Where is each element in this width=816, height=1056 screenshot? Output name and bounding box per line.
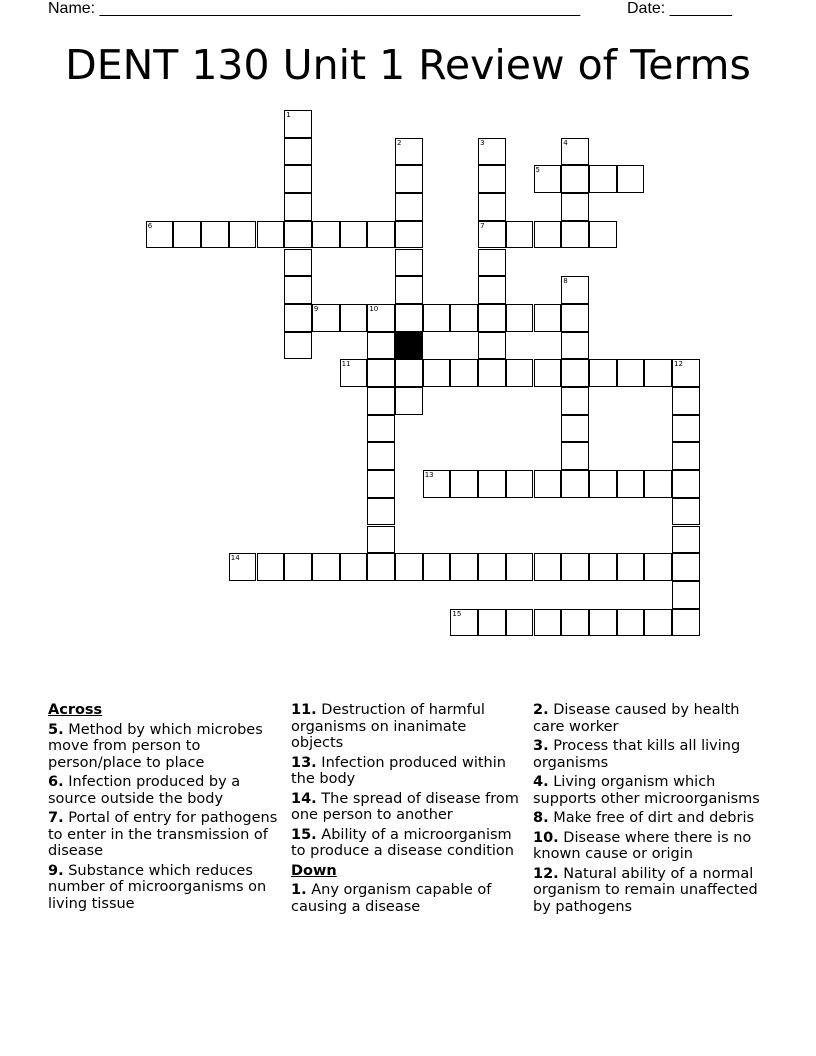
crossword-cell[interactable] (617, 553, 645, 581)
crossword-cell[interactable] (672, 498, 700, 526)
crossword-cell[interactable] (367, 470, 395, 498)
clue-number: 4. (533, 774, 549, 790)
crossword-cell[interactable] (312, 553, 340, 581)
crossword-cell[interactable] (478, 193, 506, 221)
crossword-cell[interactable] (173, 221, 201, 249)
crossword-cell[interactable] (589, 609, 617, 637)
crossword-cell[interactable] (395, 221, 423, 249)
crossword-cell[interactable] (561, 138, 589, 166)
crossword-cell[interactable] (561, 609, 589, 637)
crossword-cell[interactable] (506, 609, 534, 637)
clue-down-12 (533, 866, 773, 916)
clue-across-5 (48, 722, 280, 772)
crossword-cell[interactable] (284, 138, 312, 166)
crossword-cell[interactable] (534, 609, 562, 637)
crossword-cell[interactable] (589, 165, 617, 193)
crossword-cell[interactable] (478, 221, 506, 249)
clue-text: Infection produced within the body (291, 754, 506, 787)
cell-number: 11 (341, 360, 351, 369)
crossword-cell[interactable] (506, 553, 534, 581)
clue-down-2 (533, 702, 773, 735)
crossword-cell[interactable] (229, 221, 257, 249)
crossword-cell[interactable] (340, 359, 368, 387)
clue-across-14 (291, 791, 521, 824)
date-field[interactable]: Date: _______ (627, 0, 732, 17)
clue-down-4 (533, 774, 773, 807)
clue-text: Make free of dirt and debris (553, 810, 755, 826)
crossword-cell[interactable] (367, 553, 395, 581)
cell-number: 3 (480, 138, 485, 147)
header (48, 0, 768, 20)
clue-number: 3. (533, 738, 549, 754)
crossword-cell[interactable] (478, 249, 506, 277)
crossword-cell[interactable] (506, 470, 534, 498)
clue-text: Destruction of harmful organisms on inanimate objects (291, 702, 485, 751)
clue-number: 11. (291, 702, 317, 718)
crossword-cell[interactable] (284, 553, 312, 581)
clue-text: The spread of disease from one person to another (291, 790, 519, 823)
clue-number: 13. (291, 754, 317, 771)
crossword-cell[interactable] (644, 359, 672, 387)
crossword-cell[interactable] (478, 609, 506, 637)
crossword-cell[interactable] (561, 415, 589, 443)
crossword-cell[interactable] (617, 470, 645, 498)
cell-number: 4 (563, 138, 568, 147)
clues-column-3 (533, 702, 773, 918)
crossword-cell[interactable] (561, 221, 589, 249)
crossword-cell[interactable] (672, 553, 700, 581)
crossword-cell[interactable] (617, 359, 645, 387)
crossword-cell[interactable] (284, 221, 312, 249)
crossword-cell[interactable] (534, 165, 562, 193)
crossword-cell[interactable] (450, 304, 478, 332)
clue-down-10 (533, 830, 773, 863)
clue-text: Portal of entry for pathogens to enter in the transmission of disease (48, 810, 278, 859)
crossword-cell[interactable] (367, 304, 395, 332)
crossword-cell[interactable] (367, 526, 395, 554)
crossword-cell[interactable] (367, 332, 395, 360)
crossword-cell[interactable] (561, 304, 589, 332)
crossword-cell[interactable] (534, 553, 562, 581)
crossword-cell[interactable] (284, 165, 312, 193)
crossword-cell[interactable] (395, 138, 423, 166)
crossword-cell[interactable] (395, 304, 423, 332)
crossword-cell[interactable] (589, 470, 617, 498)
crossword-cell[interactable] (534, 359, 562, 387)
crossword-cell[interactable] (672, 387, 700, 415)
across-heading: Across (48, 702, 103, 718)
clue-number: 12. (533, 865, 559, 882)
clue-across-11 (291, 702, 521, 752)
crossword-cell[interactable] (395, 387, 423, 415)
down-heading: Down (291, 862, 337, 879)
crossword-cell[interactable] (589, 359, 617, 387)
clue-down-3 (533, 738, 773, 771)
crossword-cell[interactable] (367, 442, 395, 470)
clue-number: 8. (533, 810, 549, 826)
cell-number: 9 (313, 304, 319, 313)
crossword-cell[interactable] (561, 332, 589, 360)
cell-number: 6 (147, 221, 153, 230)
crossword-cell[interactable] (284, 332, 312, 360)
clue-number: 2. (533, 702, 549, 718)
crossword-cell[interactable] (146, 221, 174, 249)
clue-text: Natural ability of a normal organism to remain unaffected by pathogens (533, 865, 758, 915)
crossword-cell[interactable] (395, 193, 423, 221)
cell-number: 10 (369, 304, 379, 313)
crossword-cell[interactable] (478, 359, 506, 387)
crossword-cell[interactable] (340, 221, 368, 249)
crossword-cell[interactable] (312, 221, 340, 249)
crossword-cell[interactable] (478, 276, 506, 304)
crossword-cell[interactable] (395, 553, 423, 581)
crossword-block (395, 332, 423, 360)
crossword-cell[interactable] (367, 359, 395, 387)
clue-across-6 (48, 774, 280, 807)
clue-number: 1. (291, 882, 307, 898)
clues-column-1 (48, 702, 280, 915)
clues-column-2 (291, 702, 521, 918)
crossword-cell[interactable] (644, 553, 672, 581)
clue-text: Process that kills all living organisms (533, 738, 741, 771)
crossword-cell[interactable] (534, 221, 562, 249)
crossword-cell[interactable] (478, 138, 506, 166)
crossword-cell[interactable] (284, 193, 312, 221)
crossword-cell[interactable] (506, 359, 534, 387)
clue-number: 15. (291, 826, 317, 843)
crossword-cell[interactable] (257, 221, 285, 249)
clue-down-1 (291, 882, 521, 915)
crossword-cell[interactable] (450, 553, 478, 581)
crossword-cell[interactable] (561, 165, 589, 193)
crossword-cell[interactable] (478, 553, 506, 581)
clue-number: 5. (48, 721, 64, 738)
crossword-cell[interactable] (423, 553, 451, 581)
clue-across-15 (291, 827, 521, 860)
clue-across-13 (291, 755, 521, 788)
clue-number: 7. (48, 810, 64, 826)
crossword-cell[interactable] (561, 442, 589, 470)
crossword-cell[interactable] (367, 498, 395, 526)
cell-number: 13 (424, 471, 434, 480)
crossword-cell[interactable] (340, 553, 368, 581)
cell-number: 7 (480, 221, 485, 230)
crossword-cell[interactable] (561, 387, 589, 415)
crossword-cell[interactable] (423, 304, 451, 332)
crossword-cell[interactable] (312, 304, 340, 332)
crossword-cell[interactable] (367, 387, 395, 415)
cell-number: 2 (397, 138, 402, 147)
crossword-cell[interactable] (450, 470, 478, 498)
clue-down-8 (533, 810, 773, 827)
crossword-cell[interactable] (423, 470, 451, 498)
crossword-cell[interactable] (423, 359, 451, 387)
crossword-cell[interactable] (561, 553, 589, 581)
crossword-cell[interactable] (672, 415, 700, 443)
cell-number: 12 (674, 360, 683, 369)
clue-number: 10. (533, 829, 559, 846)
crossword-cell[interactable] (534, 304, 562, 332)
crossword-cell[interactable] (395, 276, 423, 304)
cell-number: 15 (452, 609, 462, 618)
crossword-cell[interactable] (617, 165, 645, 193)
crossword-cell[interactable] (450, 359, 478, 387)
clue-text: Disease where there is no known cause or origin (533, 829, 752, 862)
crossword-cell[interactable] (229, 553, 257, 581)
crossword-cell[interactable] (561, 193, 589, 221)
clue-across-9 (48, 863, 280, 913)
crossword-cell[interactable] (395, 359, 423, 387)
crossword-cell[interactable] (561, 470, 589, 498)
crossword-cell[interactable] (478, 304, 506, 332)
clue-text: Ability of a microorganism to produce a disease condition (291, 826, 514, 859)
page-title: DENT 130 Unit 1 Review of Terms (65, 41, 751, 89)
clue-number: 9. (48, 862, 64, 879)
crossword-cell[interactable] (340, 304, 368, 332)
clue-text: Substance which reduces number of microorganisms on living tissue (48, 862, 267, 912)
cell-number: 14 (230, 554, 240, 563)
clue-text: Disease caused by health care worker (533, 702, 740, 735)
crossword-cell[interactable] (617, 609, 645, 637)
crossword-cell[interactable] (672, 609, 700, 637)
crossword-cell[interactable] (561, 276, 589, 304)
crossword-cell[interactable] (478, 165, 506, 193)
clue-text: Living organism which supports other microorganisms (533, 774, 760, 807)
crossword-cell[interactable] (284, 276, 312, 304)
crossword-cell[interactable] (201, 221, 229, 249)
cell-number: 8 (563, 277, 568, 286)
crossword-cell[interactable] (450, 609, 478, 637)
name-field[interactable]: Name: ______________________________________________________ (48, 0, 581, 17)
crossword-cell[interactable] (478, 332, 506, 360)
crossword-cell[interactable] (561, 359, 589, 387)
crossword-cell[interactable] (506, 304, 534, 332)
cell-number: 5 (535, 166, 540, 175)
crossword-cell[interactable] (644, 609, 672, 637)
cell-number: 1 (286, 111, 291, 119)
crossword-cell[interactable] (672, 442, 700, 470)
crossword-cell[interactable] (506, 221, 534, 249)
crossword-cell[interactable] (257, 553, 285, 581)
clue-text: Any organism capable of causing a disease (291, 882, 492, 915)
crossword-cell[interactable] (589, 221, 617, 249)
crossword-cell[interactable] (672, 581, 700, 609)
clue-number: 6. (48, 774, 64, 790)
crossword-cell[interactable] (672, 359, 700, 387)
crossword-cell[interactable] (367, 221, 395, 249)
crossword-cell[interactable] (395, 249, 423, 277)
clue-text: Infection produced by a source outside the body (48, 774, 241, 807)
crossword-cell[interactable] (589, 553, 617, 581)
crossword-cell[interactable] (284, 304, 312, 332)
clue-text: Method by which microbes move from person to person/place to place (48, 721, 263, 771)
clue-across-7 (48, 810, 280, 860)
clue-number: 14. (291, 790, 317, 807)
crossword-cell[interactable] (284, 249, 312, 277)
crossword-cell[interactable] (367, 415, 395, 443)
crossword-cell[interactable] (395, 165, 423, 193)
crossword-cell[interactable] (534, 470, 562, 498)
crossword-cell[interactable] (672, 526, 700, 554)
crossword-cell[interactable] (672, 470, 700, 498)
crossword-cell[interactable] (284, 110, 312, 138)
crossword-cell[interactable] (478, 470, 506, 498)
crossword-cell[interactable] (644, 470, 672, 498)
